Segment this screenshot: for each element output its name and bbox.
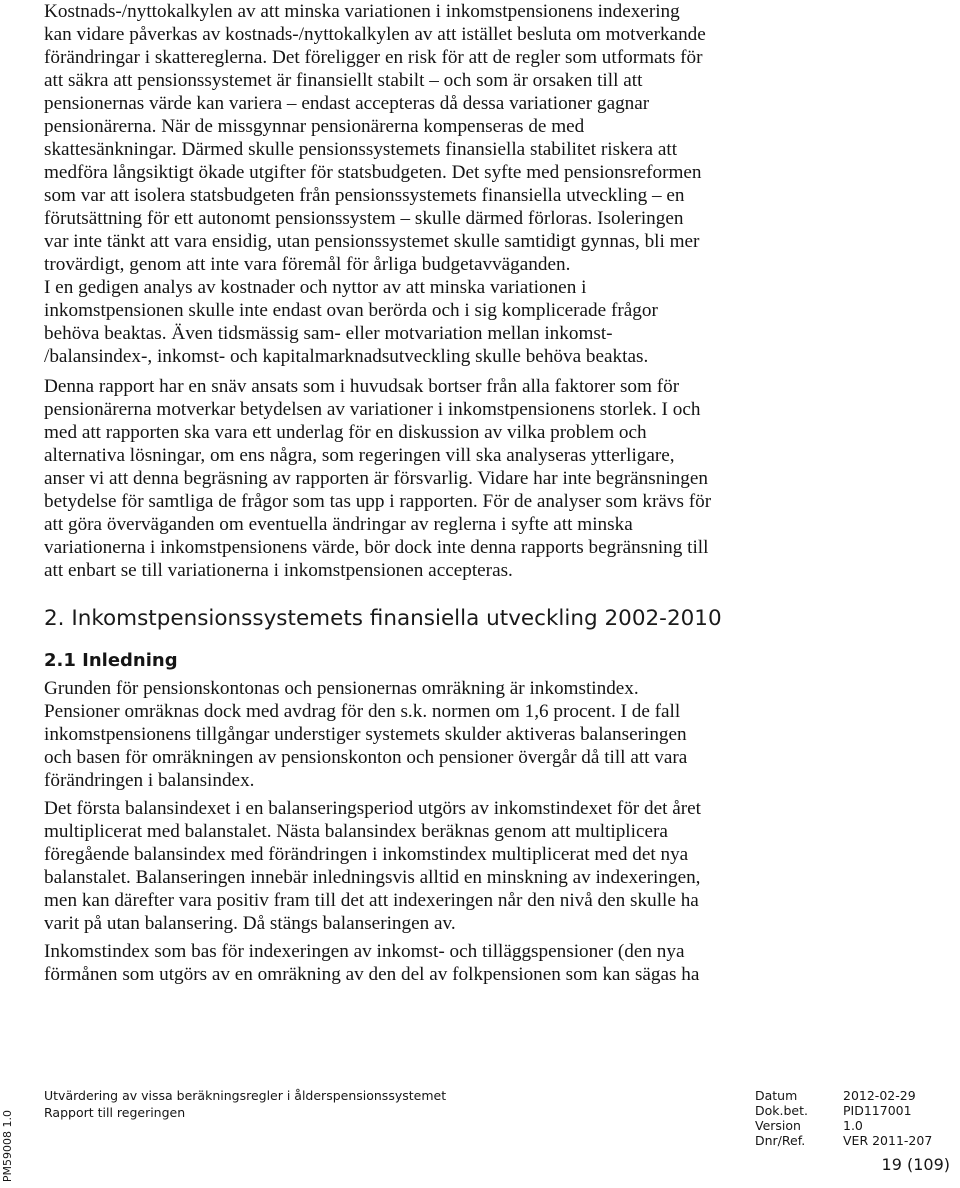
text-line: förutsättning för ett autonomt pensionssystem – skulle därmed förloras. Isoleringen xyxy=(44,208,684,229)
paragraph-indexation-basis xyxy=(44,940,699,986)
meta-value: PID117001 xyxy=(843,1103,912,1118)
meta-value: VER 2011-207 xyxy=(843,1133,933,1148)
text-line: var inte tänkt att vara ensidig, utan pensionssystemet skulle samtidigt gynnas, bli mer xyxy=(44,231,700,252)
text-line: pensionärerna. När de missgynnar pensionärerna kompenseras de med xyxy=(44,116,585,137)
text-line: behöva beaktas. Även tidsmässig sam- eller motvariation mellan inkomst- xyxy=(44,323,613,344)
meta-label: Datum xyxy=(755,1088,798,1103)
text-line: att säkra att pensionssystemet är finansiellt stabilt – och som är orsaken till att xyxy=(44,70,643,91)
text-line: Grunden för pensionskontonas och pensionernas omräkning är inkomstindex. xyxy=(44,678,639,699)
text-line: Inkomstindex som bas för indexeringen av inkomst- och tilläggspensioner (den nya xyxy=(44,941,685,962)
text-line: variationerna i inkomstpensionens värde, bör dock inte denna rapports begränsning till xyxy=(44,537,709,558)
paragraph-balance-index xyxy=(44,797,701,935)
section-subheading: 2.1 Inledning xyxy=(44,650,178,671)
paragraph-cost-benefit xyxy=(44,0,706,276)
meta-value: 2012-02-29 xyxy=(843,1088,916,1103)
meta-row-version xyxy=(755,1118,932,1133)
text-line: pensionernas värde kan variera – endast accepteras då dessa variationer gagnar xyxy=(44,93,650,114)
meta-label: Dok.bet. xyxy=(755,1103,808,1118)
text-line: Denna rapport har en snäv ansats som i huvudsak bortser från alla faktorer som för xyxy=(44,376,680,397)
meta-label: Dnr/Ref. xyxy=(755,1133,806,1148)
text-line: inkomstpensionen skulle inte endast ovan berörda och i sig komplicerade frågor xyxy=(44,300,658,321)
text-line: Pensioner omräknas dock med avdrag för den s.k. normen om 1,6 procent. I de fall xyxy=(44,701,681,722)
footer-subtitle: Rapport till regeringen xyxy=(44,1105,186,1120)
text-line: som var att isolera statsbudgeten från pensionssystemets finansiella utveckling – en xyxy=(44,185,685,206)
paragraph-report-scope xyxy=(44,375,711,582)
text-line: I en gedigen analys av kostnader och nyttor av att minska variationen i xyxy=(44,277,587,298)
footer-metadata-table xyxy=(755,1088,932,1148)
paragraph-analysis xyxy=(44,276,658,368)
text-line: balanstalet. Balanseringen innebär inledningsvis alltid en minskning av indexeringen, xyxy=(44,867,701,888)
text-line: inkomstpensionens tillgångar understiger systemets skulder aktiveras balanseringen xyxy=(44,724,687,745)
footer-document-info xyxy=(44,1087,446,1121)
text-line: Det första balansindexet i en balanseringsperiod utgörs av inkomstindexet för det året xyxy=(44,798,701,819)
meta-value: 1.0 xyxy=(843,1118,863,1133)
text-line: alternativa lösningar, om ens några, som regeringen vill ska analyseras ytterligare, xyxy=(44,445,675,466)
text-line: förändringar i skattereglerna. Det föreligger en risk för att de regler som utformats för xyxy=(44,47,703,68)
text-line: med att rapporten ska vara ett underlag för en diskussion av vilka problem och xyxy=(44,422,647,443)
text-line: betydelse för samtliga de frågor som tas upp i rapporten. För de analyser som krävs för xyxy=(44,491,712,512)
text-line: /balansindex-, inkomst- och kapitalmarknadsutveckling skulle behöva beaktas. xyxy=(44,346,649,367)
meta-row-date xyxy=(755,1088,932,1103)
text-line: men kan därefter vara positiv fram till det att indexeringen når den nivå den skulle ha xyxy=(44,890,699,911)
text-line: varit på utan balansering. Då stängs balanseringen av. xyxy=(44,913,456,934)
text-line: anser vi att denna begräsning av rapporten är försvarlig. Vidare har inte begränsningen xyxy=(44,468,708,489)
text-line: förändringen i balansindex. xyxy=(44,770,255,791)
text-line: Kostnads-/nyttokalkylen av att minska variationen i inkomstpensionens indexering xyxy=(44,1,680,22)
side-template-code: PM59008 1.0 xyxy=(1,1110,14,1183)
text-line: föregående balansindex med förändringen i inkomstindex multiplicerat med det nya xyxy=(44,844,689,865)
text-line: skattesänkningar. Därmed skulle pensionssystemets finansiella stabilitet riskera att xyxy=(44,139,678,160)
text-line: förmånen som utgörs av en omräkning av den del av folkpensionen som kan sägas ha xyxy=(44,964,700,985)
text-line: multiplicerat med balanstalet. Nästa balansindex beräknas genom att multiplicera xyxy=(44,821,668,842)
page-number: 19 (109) xyxy=(881,1155,950,1174)
text-line: att enbart se till variationerna i inkomstpensionen accepteras. xyxy=(44,560,513,581)
text-line: och basen för omräkningen av pensionskonton och pensioner övergår då till att vara xyxy=(44,747,688,768)
text-line: trovärdigt, genom att inte vara föremål för årliga budgetavväganden. xyxy=(44,254,571,275)
meta-row-doc-id xyxy=(755,1103,932,1118)
section-heading: 2. Inkomstpensionssystemets finansiella utveckling 2002-2010 xyxy=(44,606,722,631)
text-line: att göra överväganden om eventuella ändringar av reglerna i syfte att minska xyxy=(44,514,633,535)
text-line: pensionärerna motverkar betydelsen av variationer i inkomstpensionens storlek. I och xyxy=(44,399,701,420)
text-line: medföra långsiktigt ökade utgifter för statsbudgeten. Det syfte med pensionsreformen xyxy=(44,162,702,183)
footer-title: Utvärdering av vissa beräkningsregler i ålderspensionssystemet xyxy=(44,1088,447,1103)
paragraph-income-index xyxy=(44,677,687,792)
meta-label: Version xyxy=(755,1118,801,1133)
meta-row-reference xyxy=(755,1133,932,1148)
text-line: kan vidare påverkas av kostnads-/nyttokalkylen av att istället besluta om motverkande xyxy=(44,24,706,45)
